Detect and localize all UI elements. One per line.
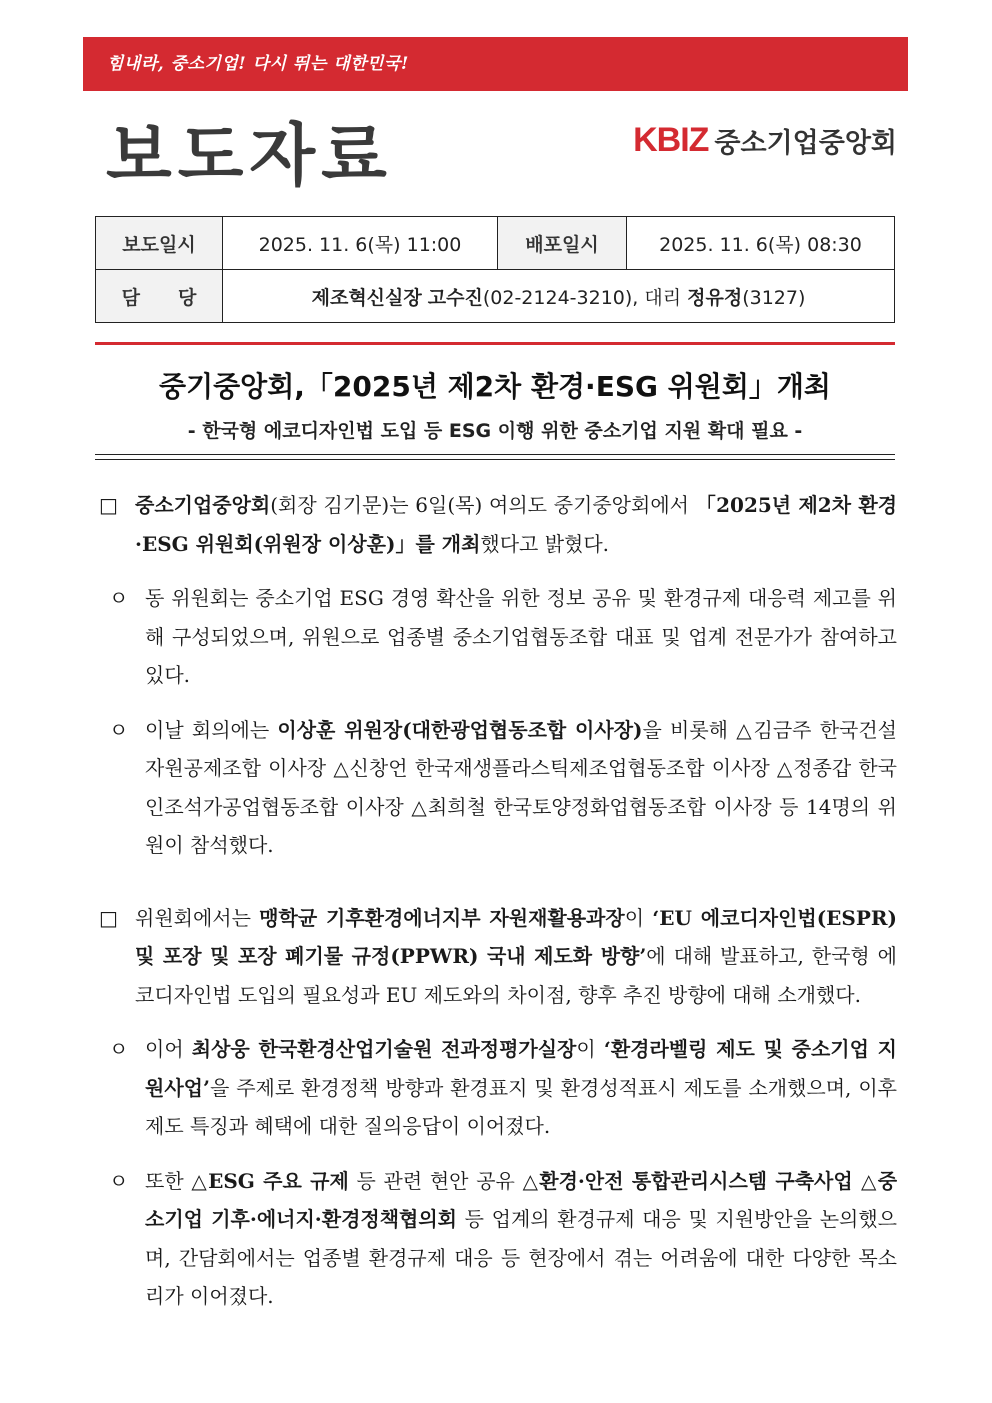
p2a-bold-1: 최상웅 한국환경산업기술원 전과정평가실장	[191, 1037, 577, 1061]
release-date-value: 2025. 11. 6(목) 11:00	[223, 217, 498, 270]
headline: 중기중앙회,「2025년 제2차 환경·ESG 위원회」개최	[159, 370, 831, 403]
kbiz-logo	[633, 120, 897, 160]
p1b-bold-1: 이상훈 위원장(대한광업협동조합 이사장)	[277, 717, 643, 742]
p1b-text-1: 이날 회의에는	[145, 717, 270, 742]
banner-slogan: 힘내라, 중소기업! 다시 뛰는 대한민국!	[107, 54, 409, 74]
release-row	[96, 217, 895, 270]
circle-bullet-icon: ㅇ	[109, 717, 129, 742]
square-bullet-icon: □	[99, 905, 118, 930]
double-divider	[95, 454, 895, 460]
article-body	[95, 486, 897, 1316]
p2b-text-1: 또한	[145, 1168, 184, 1193]
p2-text-2: 이	[624, 905, 645, 930]
document-type-title: 보도자료	[106, 117, 393, 196]
p2b-bold-2: △환경·안전 통합관리시스템 구축사업 △중소기업 기후·에너지·환경정책협의회	[145, 1168, 898, 1231]
logo-org-name: 중소기업중앙회	[714, 127, 897, 159]
p2-text-3: 에 대해 발표하고, 한국형 에코디자인법 도입의 필요성과 EU 제도와의 차이점, 향후 추진 방향에 대해 소개했다.	[135, 944, 897, 1007]
release-info-table	[95, 216, 895, 323]
circle-bullet-icon: ㅇ	[109, 586, 129, 610]
distribution-date-value: 2025. 11. 6(목) 08:30	[627, 217, 895, 270]
subheadline: - 한국형 에코디자인법 도입 등 ESG 이행 위한 중소기업 지원 확대 필요 -	[187, 420, 803, 442]
paragraph-1b	[95, 711, 897, 865]
p2a-text-3: 을 주제로 환경정책 방향과 환경표지 및 환경성적표시 제도를 소개했으며, 이후 제도 특징과 혜택에 대한 질의응답이 이어졌다.	[145, 1075, 897, 1138]
paragraph-2b	[95, 1162, 897, 1316]
p1-bold-1: 중소기업중앙회	[135, 493, 271, 517]
contact-dept: 제조혁신실장	[311, 286, 422, 309]
contact-row	[96, 270, 895, 323]
p1a-text-1: 동 위원회는 중소기업 ESG 경영 확산을 위한 정보 공유 및 환경규제 대응력 제고를 위해 구성되었으며, 위원으로 업종별 중소기업협동조합 대표 및 업계 전문가가 참여하고 있다.	[145, 586, 897, 687]
p2-text-1: 위원회에서는	[135, 905, 251, 930]
p2a-text-2: 이	[576, 1037, 596, 1061]
p2b-bold-1: △ESG 주요 규제	[191, 1168, 349, 1193]
distribution-date-label: 배포일시	[498, 217, 627, 270]
p2a-bold-2: ‘환경라벨링 제도 및 중소기업 지원사업’	[145, 1037, 898, 1100]
p2b-text-3: 등 업계의 환경규제 대응 및 지원방안을 논의했으며, 간담회에서는 업종별 환경규제 대응 등 현장에서 겪는 어려움에 대한 다양한 목소리가 이어졌다.	[145, 1207, 897, 1308]
square-bullet-icon: □	[99, 493, 118, 517]
contact-phone-1: (02-2124-3210), 대리	[482, 286, 682, 309]
p2-bold-1: 맹학균 기후환경에너지부 자원재활용과장	[259, 905, 625, 930]
contact-value	[223, 270, 895, 323]
slogan-banner	[83, 37, 908, 91]
red-divider	[95, 342, 895, 345]
circle-bullet-icon: ㅇ	[109, 1037, 129, 1061]
contact-name-1: 고수진	[427, 286, 483, 309]
p1-text-1: (회장 김기문)는 6일(목) 여의도 중기중앙회에서	[270, 493, 689, 517]
release-date-label: 보도일시	[96, 217, 223, 270]
paragraph-2a	[95, 1030, 897, 1146]
p1b-text-2: 을 비롯해 △김금주 한국건설자원공제조합 이사장 △신창언 한국재생플라스틱제조업협동조합 이사장 △정종갑 한국인조석가공업협동조합 이사장 △최희철 한국토양정화업협동조합 이사장 등 14명의 위원이 참석했다.	[145, 717, 897, 857]
p2-bold-2: ‘EU 에코디자인법(ESPR) 및 포장 및 포장 폐기물 규정(PPWR) 국내 제도화 방향’	[135, 905, 897, 968]
p2a-text-1: 이어	[145, 1037, 184, 1061]
p1-bold-2: 「2025년 제2차 환경·ESG 위원회(위원장 이상훈)」를 개최	[135, 493, 898, 556]
paragraph-1a	[95, 579, 897, 695]
p2b-text-2: 등 관련 현안 공유	[356, 1168, 515, 1193]
paragraph-2	[95, 899, 897, 1015]
logo-mark: KBIZ	[633, 120, 709, 159]
contact-name-2: 정유정	[687, 286, 743, 309]
contact-phone-2: (3127)	[742, 286, 806, 309]
paragraph-1	[95, 486, 897, 563]
circle-bullet-icon: ㅇ	[109, 1168, 129, 1193]
contact-label: 담 당	[96, 270, 223, 323]
p1-text-2: 했다고 밝혔다.	[480, 531, 610, 556]
